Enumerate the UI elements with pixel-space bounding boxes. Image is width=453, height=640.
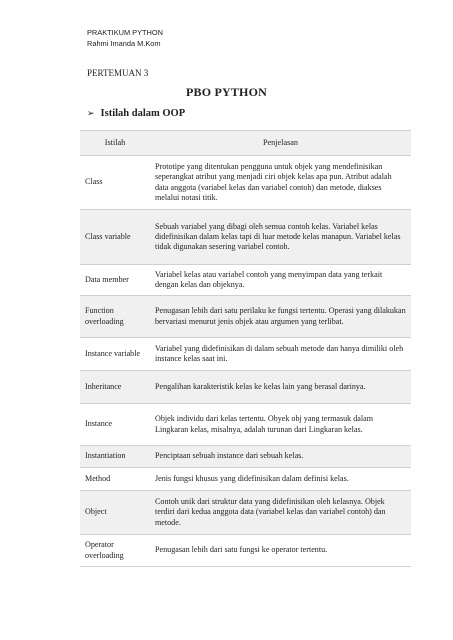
term-cell: Function overloading [80, 296, 150, 338]
term-cell: Instantiation [80, 446, 150, 468]
table-row [80, 468, 411, 491]
table-header-row [80, 131, 411, 156]
description-cell: Jenis fungsi khusus yang didefinisikan dalam definisi kelas. [150, 468, 411, 491]
header-author: Rahmi Imanda M.Kom [87, 39, 161, 48]
term-cell: Class variable [80, 210, 150, 265]
description-cell: Variabel yang didefinisikan di dalam sebuah metode dan hanya dimiliki oleh instance kelas saat ini. [150, 338, 411, 371]
description-cell: Penugasan lebih dari satu perilaku ke fungsi tertentu. Operasi yang dilakukan bervariasi menurut jenis objek atau argumen yang terlibat. [150, 296, 411, 338]
description-cell: Penugasan lebih dari satu fungsi ke operator tertentu. [150, 535, 411, 567]
term-cell: Instance [80, 404, 150, 446]
term-cell: Operator overloading [80, 535, 150, 567]
page-header [87, 27, 163, 49]
term-cell: Instance variable [80, 338, 150, 371]
description-cell: Sebuah variabel yang dibagi oleh semua contoh kelas. Variabel kelas didefinisikan dalam kelas tapi di luar metode kelas manapun. Variabel kelas tidak digunakan sesering variabel contoh. [150, 210, 411, 265]
term-cell: Data member [80, 265, 150, 296]
column-header-term: Istilah [80, 131, 150, 156]
arrow-bullet-icon: ➢ [87, 109, 95, 119]
table-row [80, 371, 411, 404]
column-header-explanation: Penjelasan [150, 131, 411, 156]
table-row [80, 404, 411, 446]
header-course: PRAKTIKUM PYTHON [87, 28, 163, 37]
description-cell: Contoh unik dari struktur data yang didefinisikan oleh kelasnya. Objek terdiri dari kedua anggota data (variabel kelas dan variabel contoh) dan metode. [150, 491, 411, 535]
term-cell: Object [80, 491, 150, 535]
table-row [80, 210, 411, 265]
description-cell: Pengalihan karakteristik kelas ke kelas lain yang berasal darinya. [150, 371, 411, 404]
table-row [80, 296, 411, 338]
meeting-label: PERTEMUAN 3 [87, 68, 149, 78]
table-row [80, 265, 411, 296]
table-row [80, 338, 411, 371]
table-row [80, 446, 411, 468]
description-cell: Variabel kelas atau variabel contoh yang menyimpan data yang terkait dengan kelas dan objeknya. [150, 265, 411, 296]
table-row [80, 535, 411, 567]
term-cell: Class [80, 156, 150, 210]
description-cell: Objek individu dari kelas tertentu. Obyek obj yang termasuk dalam Lingkaran kelas, misalnya, adalah turunan dari Lingkaran kelas. [150, 404, 411, 446]
table-row [80, 491, 411, 535]
page-title: PBO PYTHON [185, 85, 267, 99]
section-heading [87, 108, 185, 119]
description-cell: Prototipe yang ditentukan pengguna untuk objek yang mendefinisikan seperangkat atribut yang menjadi ciri objek kelas apa pun. Atribut adalah data anggota (variabel kelas dan variabel contoh) dan metode, diakses melalui notasi titik. [150, 156, 411, 210]
term-cell: Inheritance [80, 371, 150, 404]
description-cell: Penciptaan sebuah instance dari sebuah kelas. [150, 446, 411, 468]
term-cell: Method [80, 468, 150, 491]
section-title: Istilah dalam OOP [100, 108, 186, 119]
oop-terms-table [80, 130, 411, 567]
table-row [80, 156, 411, 210]
